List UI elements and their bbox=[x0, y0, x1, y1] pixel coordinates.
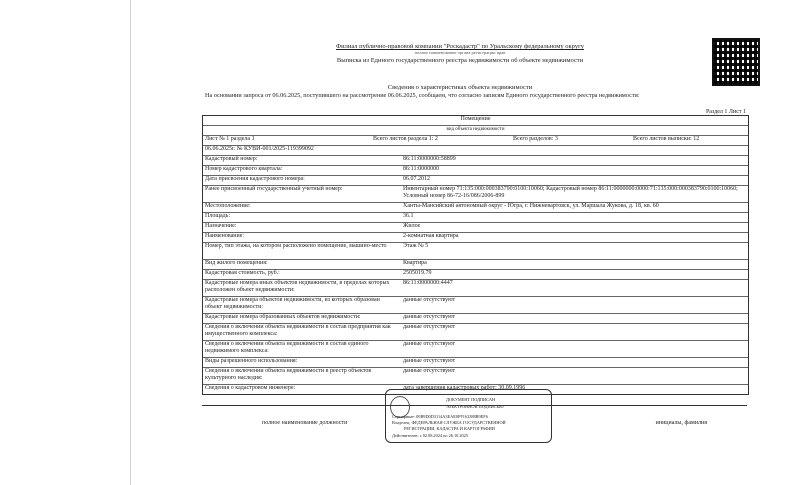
sheet-number: Лист № 1 раздела 1 bbox=[205, 136, 255, 142]
table-row bbox=[203, 176, 748, 186]
row-label: Кадастровый номер: bbox=[205, 156, 258, 162]
row-label: Ранее присвоенный государственный учетный номер: bbox=[205, 186, 343, 192]
row-label: Местоположение: bbox=[205, 203, 251, 209]
name-caption: инициалы, фамилия bbox=[655, 420, 707, 426]
table-row bbox=[203, 213, 748, 223]
table-row bbox=[203, 136, 748, 146]
row-value: данные отсутствуют bbox=[403, 314, 456, 320]
row-value: Квартира bbox=[403, 260, 427, 266]
stamp-line1: ДОКУМЕНТ ПОДПИСАН bbox=[446, 397, 496, 402]
signature-footer bbox=[202, 405, 747, 428]
section-sheet-label: Раздел 1 Лист 1 bbox=[705, 109, 746, 115]
table-row bbox=[203, 368, 748, 385]
table-row bbox=[203, 223, 748, 233]
org-name: Филиал публично-правовой компании "Роскадастр" по Уральскому федеральному округу bbox=[336, 43, 584, 50]
row-value: 06.07.2012 bbox=[403, 176, 430, 182]
table-row bbox=[203, 324, 748, 341]
page-edge-line bbox=[130, 0, 131, 485]
table-row bbox=[203, 233, 748, 243]
table-row bbox=[203, 280, 748, 297]
row-value: 86:11:0000000:58899 bbox=[403, 156, 456, 162]
table-row bbox=[203, 156, 748, 166]
table-row bbox=[203, 341, 748, 358]
row-label: Вид жилого помещения: bbox=[205, 260, 268, 266]
extract-title: Выписка из Единого государственного реестра недвижимости об объекте недвижимости bbox=[336, 57, 584, 64]
row-value: 86:11:0000000:4447 bbox=[403, 280, 453, 286]
row-value: Ханты-Мансийский автономный округ - Югра, г. Нижневартовск, ул. Маршала Жукова, д. 18, кв. 60 bbox=[403, 203, 659, 209]
basis-text: На основании запроса от 06.06.2025, поступившего на рассмотрение 06.06.2025, сообщаем, что согласно записям Единого государственного реестра недвижимости: bbox=[205, 92, 640, 99]
row-value: 2-комнатная квартира bbox=[403, 233, 459, 239]
row-label: Кадастровые номера объектов недвижимости, из которых образован объект недвижимости: bbox=[205, 297, 380, 310]
row-label: Сведения о включении объекта недвижимости в состав предприятия как имущественного комплекса: bbox=[205, 324, 391, 337]
row-label: Назначение: bbox=[205, 223, 237, 229]
table-row bbox=[203, 270, 748, 280]
request-ref: 06.06.2025г. № КУВИ-001/2025-119399092 bbox=[205, 146, 314, 152]
row-label: Кадастровые номера образованных объектов недвижимости: bbox=[205, 314, 361, 320]
table-row bbox=[203, 186, 748, 203]
table-row bbox=[203, 126, 748, 136]
table-row bbox=[203, 243, 748, 260]
row-label: Кадастровая стоимость, руб.: bbox=[205, 270, 280, 276]
table-row bbox=[203, 116, 748, 126]
row-value: Инвентарный номер 71:135:000:000383790:0100:10060; Кадастровый номер 86:11:0000000:0000:71:135:000:000383790:0100:10060; Условный номер 86-72-16/086/2006-899 bbox=[403, 186, 738, 199]
row-value: Этаж № 5 bbox=[403, 243, 429, 249]
row-label: Наименование: bbox=[205, 233, 245, 239]
stamp-owner2: РЕГИСТРАЦИИ, КАДАСТРА И КАРТОГРАФИИ bbox=[404, 426, 495, 431]
sheets-total: Всего листов выписки: 12 bbox=[633, 136, 700, 142]
row-value: Жилое bbox=[403, 223, 421, 229]
row-label: Дата присвоения кадастрового номера: bbox=[205, 176, 305, 182]
row-label: Сведения о включении объекта недвижимости в состав единого недвижимого комплекса: bbox=[205, 341, 369, 354]
table-row bbox=[203, 260, 748, 270]
row-value: 86:11:0000000 bbox=[403, 166, 440, 172]
stamp-cert: Сертификат: 00B9D0D3114A3EAE0FF163388B9EF6 bbox=[392, 414, 488, 419]
row-value: дата завершения кадастровых работ: 30.09.1996 bbox=[403, 385, 526, 391]
row-label: Номер кадастрового квартала: bbox=[205, 166, 283, 172]
row-label: Виды разрешенного использования: bbox=[205, 358, 298, 364]
sections-total: Всего разделов: 3 bbox=[513, 136, 558, 142]
row-label: Сведения о кадастровом инженере: bbox=[205, 385, 296, 391]
stamp-validity: Действителен: с 02.08.2024 по 26.10.2025 bbox=[392, 433, 468, 438]
row-value: данные отсутствуют bbox=[403, 324, 456, 330]
object-type: Помещение bbox=[460, 116, 491, 122]
row-label: Площадь: bbox=[205, 213, 231, 219]
table-row bbox=[203, 166, 748, 176]
stamp-owner: Владелец: ФЕДЕРАЛЬНАЯ СЛУЖБА ГОСУДАРСТВЕННОЙ bbox=[392, 420, 506, 425]
row-value: данные отсутствуют bbox=[403, 341, 456, 347]
table-row bbox=[203, 358, 748, 368]
table-row bbox=[203, 314, 748, 324]
characteristics-table bbox=[202, 115, 749, 395]
table-row bbox=[203, 297, 748, 314]
row-label: Номер, тип этажа, на котором расположено помещение, машино-место bbox=[205, 243, 387, 249]
row-value: данные отсутствуют bbox=[403, 358, 456, 364]
row-value: 36.1 bbox=[403, 213, 414, 219]
row-label: Кадастровые номера иных объектов недвижимости, в пределах которых расположен объект недвижимости: bbox=[205, 280, 390, 293]
row-value: данные отсутствуют bbox=[403, 297, 456, 303]
table-row bbox=[203, 203, 748, 213]
stamp-line2: ЭЛЕКТРОННОЙ ПОДПИСЬЮ bbox=[446, 404, 504, 409]
qr-code-icon bbox=[712, 38, 760, 86]
object-type-caption: вид объекта недвижимости bbox=[446, 127, 505, 132]
position-caption: полное наименование должности bbox=[262, 420, 348, 426]
section-title: Сведения о характеристиках объекта недвижимости bbox=[387, 84, 533, 91]
row-value: данные отсутствуют bbox=[403, 368, 456, 374]
row-label: Сведения о включении объекта недвижимости в реестр объектов культурного наследия: bbox=[205, 368, 372, 381]
sheets-in-section: Всего листов раздела 1: 2 bbox=[373, 136, 438, 142]
table-row bbox=[203, 146, 748, 156]
org-caption: полное наименование органа регистрации прав bbox=[414, 50, 506, 55]
row-value: 2505019.79 bbox=[403, 270, 432, 276]
